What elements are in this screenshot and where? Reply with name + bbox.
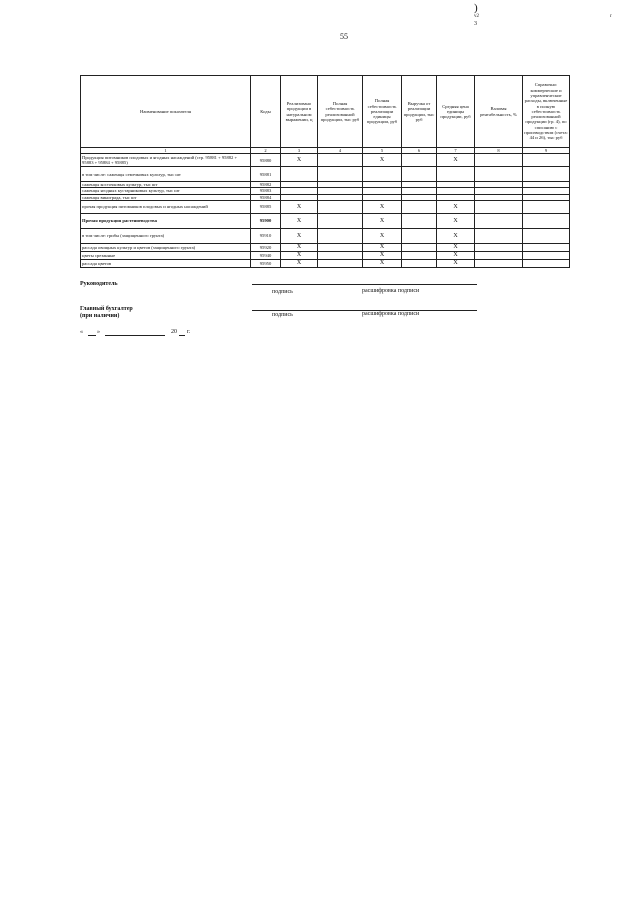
header-cell: Средняя цена единицы продукции, руб — [437, 76, 475, 148]
corner-mark: 3 — [474, 21, 477, 27]
row-value-cell — [475, 244, 523, 252]
column-number: 7 — [437, 148, 475, 154]
column-number: 2 — [251, 148, 281, 154]
header-cell: Полная себестоимость реализации единицы продукции, руб — [363, 76, 402, 148]
page-number: 55 — [340, 32, 348, 41]
row-value-cell — [523, 259, 570, 267]
accountant-note: (при наличии) — [80, 313, 120, 319]
corner-mark: ) — [474, 2, 478, 14]
header-cell: Полная себестоимость реализованной продукции, тыс руб — [318, 76, 363, 148]
row-value-cell — [523, 154, 570, 167]
header-cell: Наименование показателя — [81, 76, 251, 148]
column-number: 8 — [475, 148, 523, 154]
row-value-cell: X — [437, 259, 475, 267]
row-value-cell — [523, 229, 570, 244]
row-code: 95880 — [251, 154, 281, 167]
corner-mark: v2 — [474, 14, 479, 19]
row-value-cell — [318, 229, 363, 244]
row-value-cell — [523, 244, 570, 252]
header-cell: Справочно: коммерческие и управленческие расходы, включенные в полную себестоимость реализованной продукции (гр. 4), по списанию с производством (счета: 44 и 26), тыс руб — [523, 76, 570, 148]
row-label: цветы срезанные — [81, 251, 251, 259]
date-year-prefix: 20 — [171, 329, 177, 335]
row-value-cell — [402, 214, 437, 229]
row-value-cell: X — [363, 244, 402, 252]
row-label: Продукция питомников плодовых и ягодных насаждений (стр. 95881 + 95882 + 95883 + 95884 + 95885) — [81, 154, 251, 167]
date-close-quote: » — [97, 329, 100, 335]
date-open-quote: « — [80, 329, 83, 335]
row-label: саженцы косточковых культур, тыс шт — [81, 182, 251, 188]
accountant-label: Главный бухгалтер — [80, 306, 133, 312]
row-value-cell: X — [281, 251, 318, 259]
row-value-cell: X — [363, 214, 402, 229]
row-value-cell — [475, 154, 523, 167]
row-value-cell — [318, 251, 363, 259]
head-signature-line — [252, 284, 477, 285]
corner-mark: r — [610, 14, 612, 19]
row-code: 95950 — [251, 259, 281, 267]
accountant-signature-caption: подпись — [272, 312, 293, 318]
row-value-cell: X — [363, 229, 402, 244]
row-value-cell: X — [437, 251, 475, 259]
row-code: 95881 — [251, 167, 281, 182]
head-decode-caption: расшифровка подписи — [362, 288, 420, 294]
row-value-cell — [402, 167, 437, 182]
row-code: 95884 — [251, 194, 281, 200]
date-year-suffix: г. — [187, 329, 191, 335]
row-value-cell — [402, 154, 437, 167]
row-value-cell: X — [363, 251, 402, 259]
table-row — [81, 229, 570, 244]
table-body — [81, 154, 570, 268]
row-value-cell — [475, 167, 523, 182]
row-value-cell: X — [437, 201, 475, 214]
row-value-cell: X — [281, 229, 318, 244]
row-label: рассада цветов — [81, 259, 251, 267]
column-number: 6 — [402, 148, 437, 154]
row-label: в том числе: саженцы семечковых культур, тыс шт — [81, 167, 251, 182]
row-code: 95882 — [251, 182, 281, 188]
row-code: 95885 — [251, 201, 281, 214]
row-value-cell — [318, 167, 363, 182]
row-label: Прочая продукция растениеводства — [81, 214, 251, 229]
accountant-decode-caption: расшифровка подписи — [362, 311, 420, 317]
column-number: 1 — [81, 148, 251, 154]
row-value-cell — [318, 214, 363, 229]
header-cell: Коды — [251, 76, 281, 148]
report-table — [80, 75, 570, 268]
row-value-cell — [281, 167, 318, 182]
row-value-cell — [318, 201, 363, 214]
row-value-cell: X — [437, 229, 475, 244]
row-label: рассада овощных культур и цветов (защищенного грунта) — [81, 244, 251, 252]
column-number: 4 — [318, 148, 363, 154]
table-row — [81, 214, 570, 229]
row-value-cell: X — [437, 154, 475, 167]
row-value-cell — [402, 259, 437, 267]
row-code: 95900 — [251, 214, 281, 229]
table-row — [81, 167, 570, 182]
row-value-cell — [523, 214, 570, 229]
row-value-cell — [318, 259, 363, 267]
header-cell: Валовая рентабельность, % — [475, 76, 523, 148]
row-value-cell: X — [281, 214, 318, 229]
row-value-cell — [475, 251, 523, 259]
column-number: 5 — [363, 148, 402, 154]
header-cell: Выручка от реализации продукции, тыс руб — [402, 76, 437, 148]
row-value-cell — [523, 167, 570, 182]
row-label: саженцы ягодных кустарниковых культур, тыс шт — [81, 188, 251, 194]
row-label: в том числе: грибы (защищенного грунта) — [81, 229, 251, 244]
head-label: Руководитель — [80, 281, 118, 287]
row-label: саженцы винограда, тыс шт — [81, 194, 251, 200]
row-value-cell — [402, 244, 437, 252]
row-value-cell — [437, 167, 475, 182]
row-value-cell: X — [363, 154, 402, 167]
row-value-cell — [402, 229, 437, 244]
row-code: 95883 — [251, 188, 281, 194]
table-row — [81, 154, 570, 167]
row-value-cell: X — [363, 201, 402, 214]
table-row — [81, 259, 570, 267]
row-value-cell — [402, 251, 437, 259]
row-value-cell: X — [281, 154, 318, 167]
header-cell: Реализовано продукции в натуральном выражении, ц — [281, 76, 318, 148]
row-value-cell — [318, 244, 363, 252]
row-value-cell: X — [363, 259, 402, 267]
row-code: 95920 — [251, 244, 281, 252]
row-code: 95910 — [251, 229, 281, 244]
row-value-cell — [318, 154, 363, 167]
column-number: 3 — [281, 148, 318, 154]
table-row — [81, 244, 570, 252]
date-year-line — [179, 335, 185, 336]
row-value-cell: X — [437, 214, 475, 229]
row-value-cell — [475, 214, 523, 229]
row-value-cell — [523, 201, 570, 214]
row-label: прочая продукция питомников плодовых и ягодных насаждений — [81, 201, 251, 214]
row-value-cell — [475, 229, 523, 244]
head-signature-caption: подпись — [272, 289, 293, 295]
row-value-cell — [523, 251, 570, 259]
date-month-line — [105, 335, 165, 336]
row-value-cell: X — [281, 244, 318, 252]
row-value-cell: X — [281, 201, 318, 214]
date-day-line — [88, 335, 96, 336]
row-value-cell — [475, 201, 523, 214]
table-row — [81, 201, 570, 214]
column-number: 9 — [523, 148, 570, 154]
row-value-cell: X — [281, 259, 318, 267]
row-value-cell — [363, 167, 402, 182]
row-code: 95940 — [251, 251, 281, 259]
table-row — [81, 251, 570, 259]
row-value-cell: X — [437, 244, 475, 252]
table-header-row — [81, 76, 570, 148]
row-value-cell — [475, 259, 523, 267]
row-value-cell — [402, 201, 437, 214]
